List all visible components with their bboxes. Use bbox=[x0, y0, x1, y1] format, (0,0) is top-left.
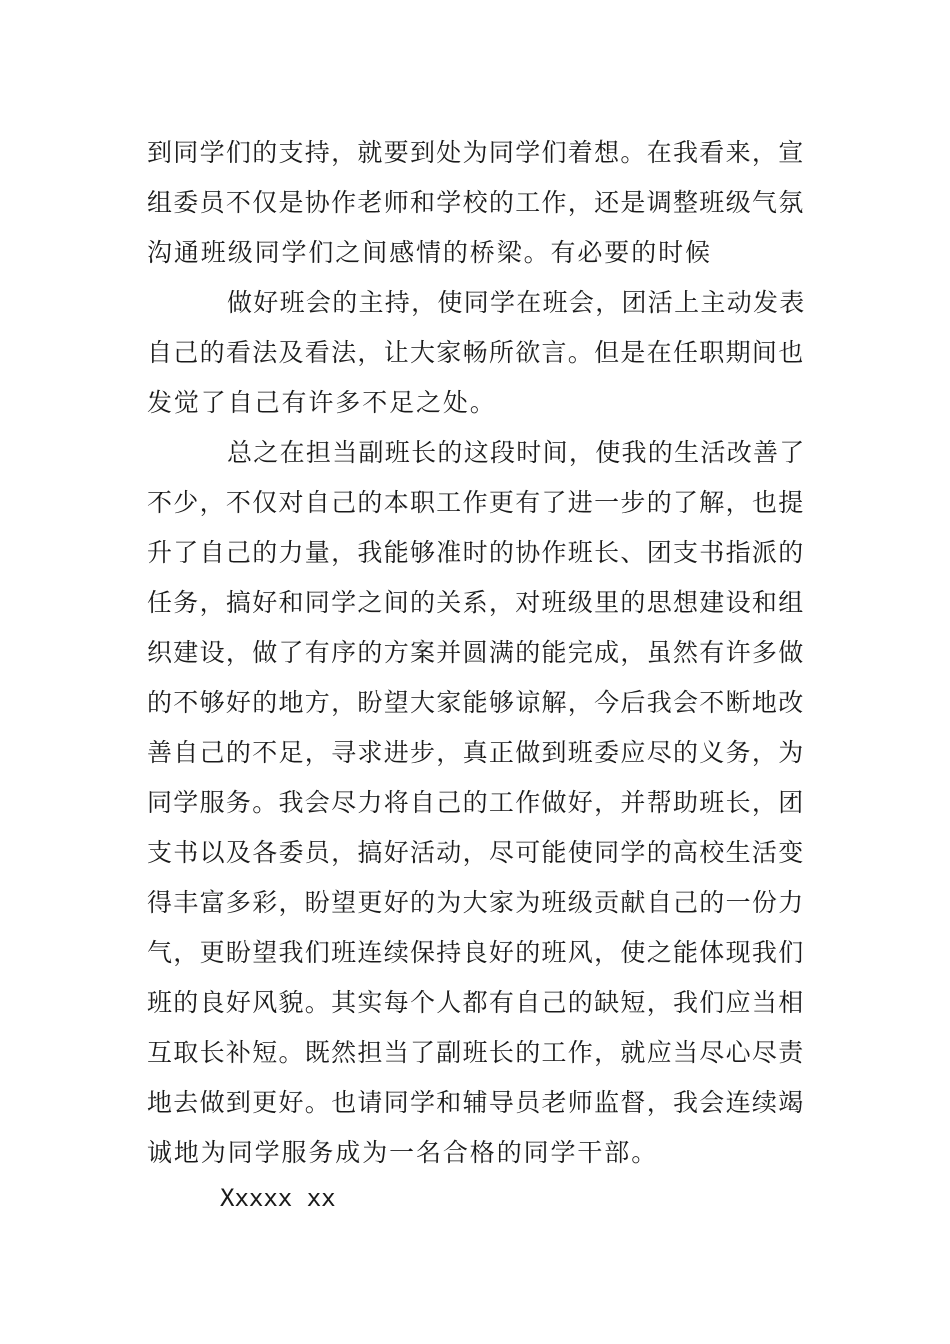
text-line: 互取长补短。既然担当了副班长的工作，就应当尽心尽责 bbox=[147, 1038, 805, 1067]
text-line: 地去做到更好。也请同学和辅导员老师监督，我会连续竭 bbox=[147, 1088, 805, 1117]
text-line: 班的良好风貌。其实每个人都有自己的缺短，我们应当相 bbox=[147, 988, 805, 1017]
text-line: 发觉了自己有许多不足之处。 bbox=[147, 388, 497, 417]
paragraph-first-line: 总之在担当副班长的这段时间，使我的生活改善了 bbox=[227, 438, 806, 467]
text-line: 不少，不仅对自己的本职工作更有了进一步的了解，也提 bbox=[147, 488, 805, 517]
text-line: 织建设，做了有序的方案并圆满的能完成，虽然有许多做 bbox=[147, 638, 805, 667]
text-line: 组委员不仅是协作老师和学校的工作，还是调整班级气氛 bbox=[147, 188, 805, 217]
text-line: 沟通班级同学们之间感情的桥梁。有必要的时候 bbox=[147, 238, 712, 267]
body-text bbox=[147, 128, 807, 1178]
paragraph-first-line: 做好班会的主持，使同学在班会，团活上主动发表 bbox=[227, 288, 806, 317]
text-line: 气，更盼望我们班连续保持良好的班风，使之能体现我们 bbox=[147, 938, 805, 967]
text-line: 同学服务。我会尽力将自己的工作做好，并帮助班长，团 bbox=[147, 788, 805, 817]
text-line: 的不够好的地方，盼望大家能够谅解，今后我会不断地改 bbox=[147, 688, 805, 717]
signature: Xxxxx xx bbox=[220, 1184, 336, 1212]
text-line: 善自己的不足，寻求进步，真正做到班委应尽的义务，为 bbox=[147, 738, 805, 767]
text-line: 诚地为同学服务成为一名合格的同学干部。 bbox=[147, 1138, 659, 1167]
text-line: 任务，搞好和同学之间的关系，对班级里的思想建设和组 bbox=[147, 588, 805, 617]
text-line: 升了自己的力量，我能够准时的协作班长、团支书指派的 bbox=[147, 538, 805, 567]
text-line: 自己的看法及看法，让大家畅所欲言。但是在任职期间也 bbox=[147, 338, 805, 367]
text-line: 支书以及各委员，搞好活动，尽可能使同学的高校生活变 bbox=[147, 838, 805, 867]
text-line: 到同学们的支持，就要到处为同学们着想。在我看来，宣 bbox=[147, 138, 805, 167]
text-line: 得丰富多彩，盼望更好的为大家为班级贡献自己的一份力 bbox=[147, 888, 805, 917]
